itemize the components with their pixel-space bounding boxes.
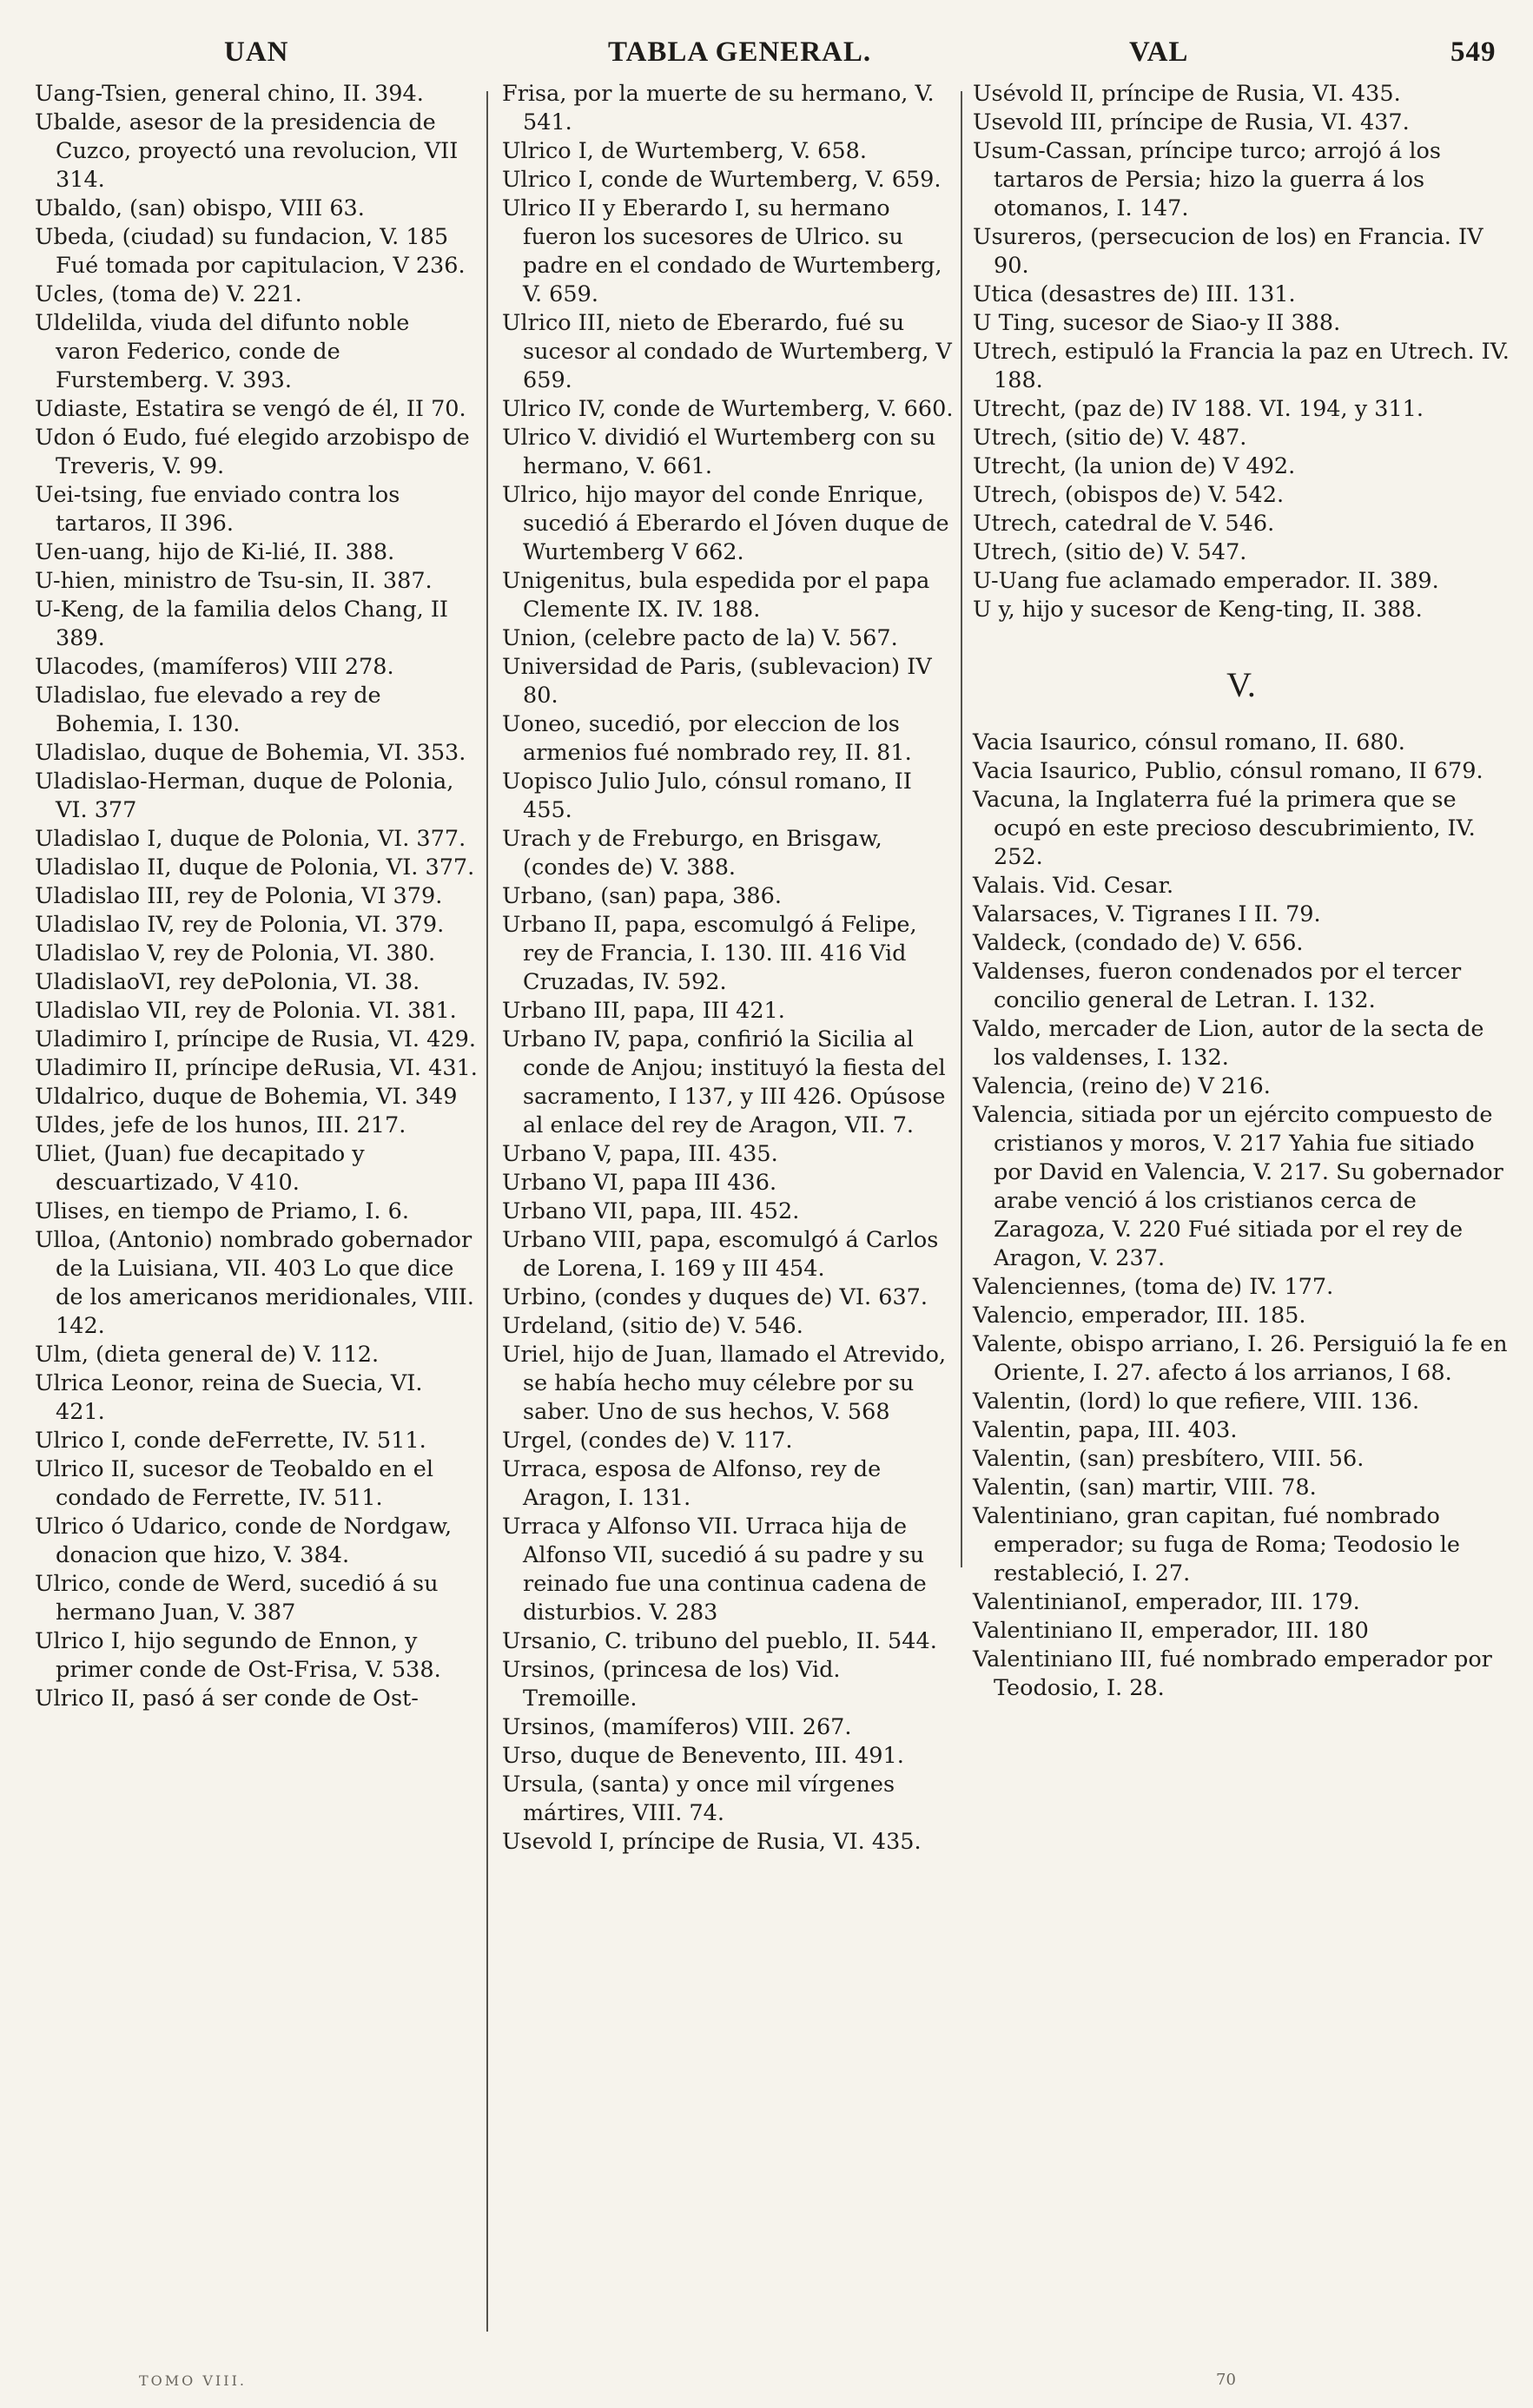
index-entry: Ulrico I, de Wurtemberg, V. 658. [502, 138, 867, 164]
index-entry: Usévold II, príncipe de Rusia, VI. 435. [973, 81, 1401, 107]
index-entry: Uopisco Julio Julo, cónsul romano, II 455. [502, 769, 912, 823]
index-entry: Valdenses, fueron condenados por el tercer concilio general de Letran. I. 132. [973, 959, 1462, 1013]
index-entry: Uladislao, fue elevado a rey de Bohemia, I. 130. [35, 683, 381, 737]
index-entry: Valentiniano II, emperador, III. 180 [973, 1618, 1369, 1644]
section-letter-v: V. [1226, 665, 1256, 704]
index-entry: U Ting, sucesor de Siao-y II 388. [973, 310, 1341, 336]
volume-footer: TOMO VIII. [139, 2372, 247, 2389]
index-entry: Urraca, esposa de Alfonso, rey de Aragon, I. 131. [502, 1456, 882, 1511]
index-entry: Ulrico, conde de Werd, sucedió á su hermano Juan, V. 387 [35, 1571, 439, 1626]
index-entry: Uladislao III, rey de Polonia, VI 379. [35, 883, 443, 909]
index-entry: Usevold I, príncipe de Rusia, VI. 435. [502, 1829, 922, 1855]
index-entry: Valentin, (san) martir, VIII. 78. [973, 1474, 1317, 1501]
index-entry: Ursula, (santa) y once mil vírgenes mártires, VIII. 74. [502, 1771, 895, 1826]
index-entry: Urbano VII, papa, III. 452. [502, 1198, 800, 1224]
index-column-3-top [973, 80, 1510, 624]
index-entry: Utrech, estipuló la Francia la paz en Utrech. IV. 188. [973, 339, 1510, 393]
index-entry: Valarsaces, V. Tigranes I II. 79. [973, 901, 1321, 927]
index-entry: Valentin, papa, III. 403. [973, 1417, 1238, 1443]
column-divider-1 [486, 91, 488, 2332]
index-entry: Uoneo, sucedió, por eleccion de los armenios fué nombrado rey, II. 81. [502, 711, 912, 766]
index-entry: U-Uang fue aclamado emperador. II. 389. [973, 568, 1439, 594]
index-entry: Urbano VIII, papa, escomulgó á Carlos de Lorena, I. 169 y III 454. [502, 1227, 939, 1282]
index-entry: Valentin, (san) presbítero, VIII. 56. [973, 1446, 1365, 1472]
column-page-mark: 70 [1216, 2371, 1236, 2389]
index-entry: Ucles, (toma de) V. 221. [35, 281, 302, 307]
header-right-keyword: VAL [1129, 36, 1189, 68]
index-entry: Ubaldo, (san) obispo, VIII 63. [35, 195, 365, 221]
index-entry: Vacuna, la Inglaterra fué la primera que se ocupó en este precioso descubrimiento, IV. 252. [973, 787, 1476, 870]
index-entry: Utica (desastres de) III. 131. [973, 281, 1296, 307]
index-entry: Urbano III, papa, III 421. [502, 998, 785, 1024]
index-entry: Uen-uang, hijo de Ki-lié, II. 388. [35, 539, 395, 565]
index-entry: Utrecht, (paz de) IV 188. VI. 194, y 311. [973, 396, 1424, 422]
index-entry: Vacia Isaurico, Publio, cónsul romano, II 679. [973, 758, 1483, 784]
index-entry: Ulacodes, (mamíferos) VIII 278. [35, 654, 394, 680]
index-entry: Ulrica Leonor, reina de Suecia, VI. 421. [35, 1370, 423, 1425]
index-entry: Ulm, (dieta general de) V. 112. [35, 1342, 380, 1368]
index-entry: Uladimiro I, príncipe de Rusia, VI. 429. [35, 1026, 476, 1052]
index-entry: Valais. Vid. Cesar. [973, 873, 1174, 899]
index-entry: Uladislao-Herman, duque de Polonia, VI. 377 [35, 769, 454, 823]
header-left-keyword: UAN [224, 36, 289, 68]
index-entry: Valencia, sitiada por un ejército compuesto de cristianos y moros, V. 217 Yahia fue sitiado por David en Valencia, V. 217. Su gobernador arabe venció á los cristianos cerca de Zaragoza, V. 220 Fué sitiada por el rey de Aragon, V. 237. [973, 1102, 1503, 1271]
index-entry: Valentiniano, gran capitan, fué nombrado emperador; su fuga de Roma; Teodosio le restableció, I. 27. [973, 1503, 1460, 1587]
index-entry: Ursanio, C. tribuno del pueblo, II. 544. [502, 1628, 937, 1654]
index-column-3-bottom [973, 729, 1510, 1703]
index-entry: Urbano II, papa, escomulgó á Felipe, rey de Francia, I. 130. III. 416 Vid Cruzadas, IV. 592. [502, 912, 917, 995]
index-entry: Ulrico V. dividió el Wurtemberg con su hermano, V. 661. [502, 425, 936, 479]
index-entry: Valdeck, (condado de) V. 656. [973, 930, 1304, 956]
index-entry: Ursinos, (mamíferos) VIII. 267. [502, 1714, 852, 1740]
index-entry: Ulises, en tiempo de Priamo, I. 6. [35, 1198, 409, 1224]
index-entry: Valencio, emperador, III. 185. [973, 1303, 1306, 1329]
index-entry: Udon ó Eudo, fué elegido arzobispo de Treveris, V. 99. [35, 425, 470, 479]
index-entry: U-hien, ministro de Tsu-sin, II. 387. [35, 568, 433, 594]
header-title: TABLA GENERAL. [608, 36, 872, 68]
index-entry: Uldalrico, duque de Bohemia, VI. 349 [35, 1084, 458, 1110]
index-entry: Frisa, por la muerte de su hermano, V. 541. [502, 81, 935, 135]
index-entry: UladislaoVI, rey dePolonia, VI. 38. [35, 969, 420, 995]
index-entry: Ulrico III, nieto de Eberardo, fué su sucesor al condado de Wurtemberg, V 659. [502, 310, 952, 393]
index-entry: Valenciennes, (toma de) IV. 177. [973, 1274, 1334, 1300]
index-entry: Uladislao V, rey de Polonia, VI. 380. [35, 940, 436, 966]
index-entry: Ulrico ó Udarico, conde de Nordgaw, donacion que hizo, V. 384. [35, 1514, 453, 1568]
index-column-1 [35, 80, 478, 1713]
index-entry: Ulrico, hijo mayor del conde Enrique, sucedió á Eberardo el Jóven duque de Wurtemberg V 662. [502, 482, 949, 565]
index-entry: Ursinos, (princesa de los) Vid. Tremoille. [502, 1657, 841, 1712]
index-column-2 [502, 80, 955, 1857]
index-entry: Uladimiro II, príncipe deRusia, VI. 431. [35, 1055, 478, 1081]
index-entry: Ulrico I, conde deFerrette, IV. 511. [35, 1428, 426, 1454]
index-entry: Ulloa, (Antonio) nombrado gobernador de la Luisiana, VII. 403 Lo que dice de los americanos meridionales, VIII. 142. [35, 1227, 474, 1339]
index-entry: Utrech, (sitio de) V. 547. [973, 539, 1247, 565]
index-entry: Uladislao IV, rey de Polonia, VI. 379. [35, 912, 445, 938]
index-entry: Urdeland, (sitio de) V. 546. [502, 1313, 803, 1339]
index-entry: U y, hijo y sucesor de Keng-ting, II. 388. [973, 597, 1423, 623]
index-entry: Union, (celebre pacto de la) V. 567. [502, 625, 898, 651]
index-entry: Ubalde, asesor de la presidencia de Cuzco, proyectó una revolucion, VII 314. [35, 109, 459, 193]
index-entry: Urbino, (condes y duques de) VI. 637. [502, 1284, 928, 1310]
index-entry: Urach y de Freburgo, en Brisgaw, (condes de) V. 388. [502, 826, 882, 881]
index-entry: Utrech, (sitio de) V. 487. [973, 425, 1247, 451]
index-entry: Ulrico II y Eberardo I, su hermano fueron los sucesores de Ulrico. su padre en el condado de Wurtemberg, V. 659. [502, 195, 942, 307]
index-entry: U-Keng, de la familia delos Chang, II 389. [35, 597, 449, 651]
index-entry: Ubeda, (ciudad) su fundacion, V. 185 Fué tomada por capitulacion, V 236. [35, 224, 466, 279]
index-entry: Ulrico I, conde de Wurtemberg, V. 659. [502, 167, 942, 193]
index-entry: Valente, obispo arriano, I. 26. Persiguió la fe en Oriente, I. 27. afecto á los arrianos, I 68. [973, 1331, 1508, 1386]
index-entry: Vacia Isaurico, cónsul romano, II. 680. [973, 729, 1405, 755]
index-entry: Valentin, (lord) lo que refiere, VIII. 136. [973, 1389, 1420, 1415]
index-entry: Uldelilda, viuda del difunto noble varon Federico, conde de Furstemberg. V. 393. [35, 310, 410, 393]
index-entry: Urgel, (condes de) V. 117. [502, 1428, 793, 1454]
index-entry: Uei-tsing, fue enviado contra los tartaros, II 396. [35, 482, 400, 537]
index-entry: Uliet, (Juan) fue decapitado y descuartizado, V 410. [35, 1141, 365, 1196]
index-entry: Urbano IV, papa, confirió la Sicilia al conde de Anjou; instituyó la fiesta del sacramento, I 137, y III 426. Opúsose al enlace del rey de Aragon, VII. 7. [502, 1026, 946, 1138]
index-entry: Uladislao, duque de Bohemia, VI. 353. [35, 740, 466, 766]
index-entry: Valentiniano III, fué nombrado emperador por Teodosio, I. 28. [973, 1646, 1492, 1701]
index-entry: Usum-Cassan, príncipe turco; arrojó á los tartaros de Persia; hizo la guerra á los otomanos, I. 147. [973, 138, 1441, 221]
column-divider-2 [961, 91, 962, 1567]
index-entry: Utrech, (obispos de) V. 542. [973, 482, 1285, 508]
index-entry: Universidad de Paris, (sublevacion) IV 80. [502, 654, 932, 709]
index-entry: Ulrico II, pasó á ser conde de Ost- [35, 1686, 419, 1712]
index-entry: Uldes, jefe de los hunos, III. 217. [35, 1112, 406, 1138]
index-entry: Uladislao I, duque de Polonia, VI. 377. [35, 826, 466, 852]
index-entry: Uladislao II, duque de Polonia, VI. 377. [35, 854, 475, 881]
index-entry: Uladislao VII, rey de Polonia. VI. 381. [35, 998, 457, 1024]
index-entry: Udiaste, Estatira se vengó de él, II 70. [35, 396, 466, 422]
index-entry: Usevold III, príncipe de Rusia, VI. 437. [973, 109, 1410, 135]
index-entry: Urbano, (san) papa, 386. [502, 883, 782, 909]
index-entry: Ulrico IV, conde de Wurtemberg, V. 660. [502, 396, 954, 422]
index-entry: Uang-Tsien, general chino, II. 394. [35, 81, 424, 107]
index-entry: Unigenitus, bula espedida por el papa Clemente IX. IV. 188. [502, 568, 930, 623]
index-entry: Valencia, (reino de) V 216. [973, 1073, 1271, 1099]
index-entry: Uriel, hijo de Juan, llamado el Atrevido, se había hecho muy célebre por su saber. Uno de sus hechos, V. 568 [502, 1342, 947, 1425]
index-entry: Valdo, mercader de Lion, autor de la secta de los valdenses, I. 132. [973, 1016, 1484, 1071]
index-entry: Ulrico II, sucesor de Teobaldo en el condado de Ferrette, IV. 511. [35, 1456, 434, 1511]
index-entry: Urbano V, papa, III. 435. [502, 1141, 778, 1167]
index-entry: Urbano VI, papa III 436. [502, 1170, 777, 1196]
index-entry: ValentinianoI, emperador, III. 179. [973, 1589, 1360, 1615]
index-entry: Usureros, (persecucion de los) en Francia. IV 90. [973, 224, 1483, 279]
index-entry: Utrech, catedral de V. 546. [973, 511, 1275, 537]
index-entry: Utrecht, (la union de) V 492. [973, 453, 1296, 479]
index-entry: Urso, duque de Benevento, III. 491. [502, 1743, 904, 1769]
index-entry: Ulrico I, hijo segundo de Ennon, y primer conde de Ost-Frisa, V. 538. [35, 1628, 441, 1683]
index-entry: Urraca y Alfonso VII. Urraca hija de Alfonso VII, sucedió á su padre y su reinado fue una continua cadena de disturbios. V. 283 [502, 1514, 927, 1626]
index-column-3 [973, 80, 1510, 1703]
page-number: 549 [1450, 36, 1497, 68]
